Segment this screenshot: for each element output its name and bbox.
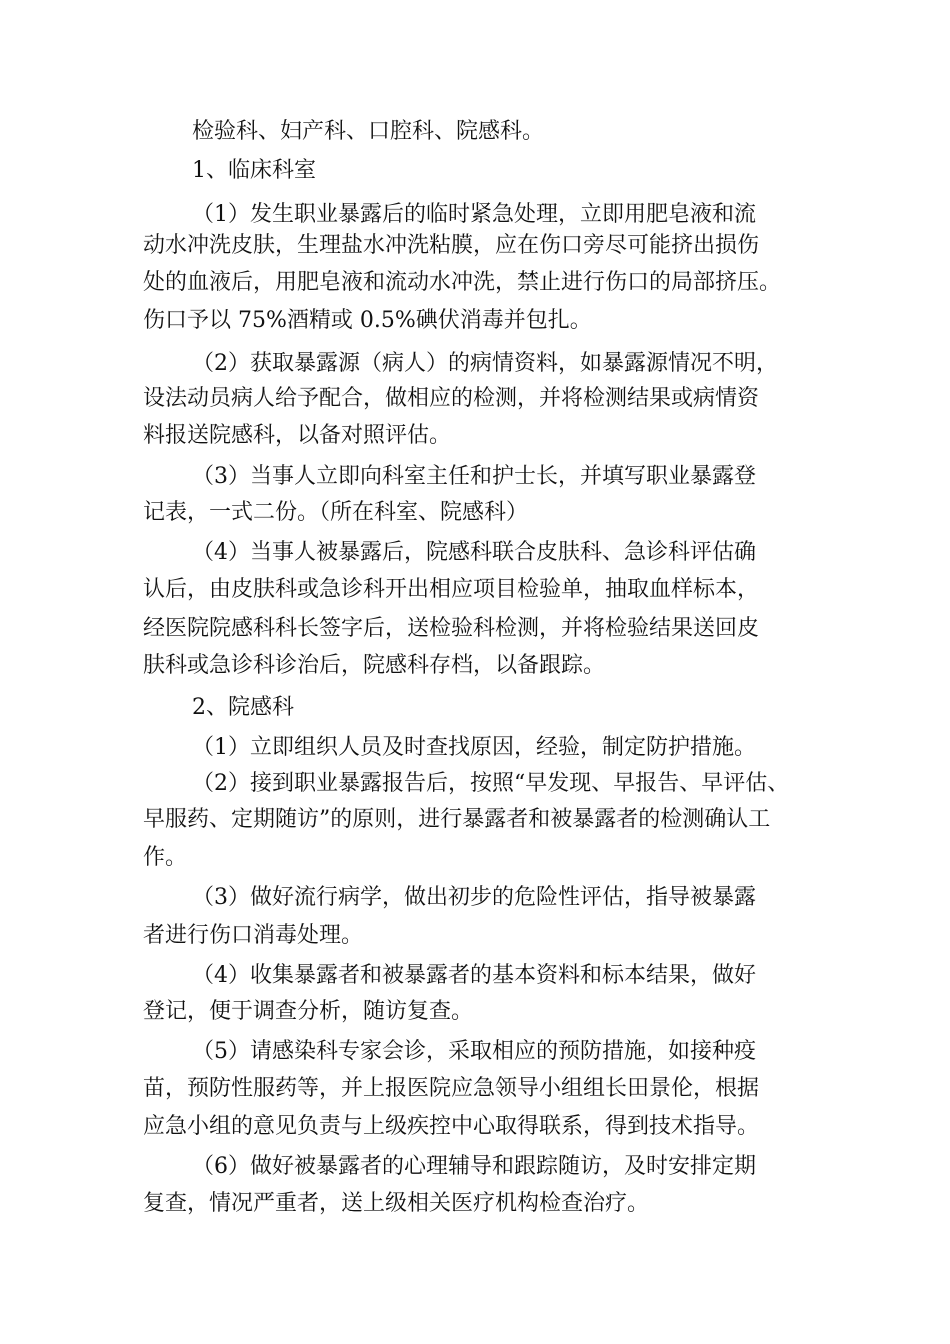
text-line: （1）立即组织人员及时查找原因，经验，制定防护措施。: [192, 735, 756, 760]
text-line: 记表，一式二份。（所在科室、院感科）: [143, 500, 529, 525]
text-line: 苗，预防性服药等，并上报医院应急领导小组组长田景伦，根据: [143, 1076, 760, 1101]
text-line: （4）收集暴露者和被暴露者的基本资料和标本结果，做好: [192, 963, 756, 988]
text-line: 经医院院感科科长签字后，送检验科检测，并将检验结果送回皮: [143, 616, 760, 641]
text-line: 料报送院感科，以备对照评估。: [143, 423, 452, 448]
text-line: 应急小组的意见负责与上级疾控中心取得联系，得到技术指导。: [143, 1114, 760, 1139]
text-line: 检验科、妇产科、口腔科、院感科。: [192, 119, 545, 144]
text-line: 登记，便于调查分析，随访复查。: [143, 999, 474, 1024]
section-heading: 1、临床科室: [192, 158, 316, 183]
text-line: （1）发生职业暴露后的临时紧急处理，立即用肥皂液和流: [192, 202, 756, 227]
text-line: 伤口予以 75%酒精或 0.5%碘伏消毒并包扎。: [143, 308, 592, 333]
text-line: （3）做好流行病学，做出初步的危险性评估，指导被暴露: [192, 885, 756, 910]
text-line: 作。: [143, 845, 188, 870]
text-line: （5）请感染科专家会诊，采取相应的预防措施，如接种疫: [192, 1039, 756, 1064]
text-line: 肤科或急诊科诊治后，院感科存档，以备跟踪。: [143, 653, 606, 678]
text-line: （2）接到职业暴露报告后，按照“早发现、早报告、早评估、: [192, 771, 790, 796]
text-line: （6）做好被暴露者的心理辅导和跟踪随访，及时安排定期: [192, 1154, 756, 1179]
text-line: （3）当事人立即向科室主任和护士长，并填写职业暴露登: [192, 464, 756, 489]
text-line: 认后，由皮肤科或急诊科开出相应项目检验单，抽取血样标本，: [143, 577, 760, 602]
text-line: （4）当事人被暴露后，院感科联合皮肤科、急诊科评估确: [192, 540, 756, 565]
text-line: 动水冲洗皮肤，生理盐水冲洗粘膜，应在伤口旁尽可能挤出损伤: [143, 233, 760, 258]
text-line: 处的血液后，用肥皂液和流动水冲洗，禁止进行伤口的局部挤压。: [143, 270, 782, 295]
text-line: 设法动员病人给予配合，做相应的检测，并将检测结果或病情资: [143, 386, 760, 411]
text-line: 复查，情况严重者，送上级相关医疗机构检查治疗。: [143, 1191, 650, 1216]
text-line: 早服药、定期随访”的原则，进行暴露者和被暴露者的检测确认工: [143, 807, 771, 832]
text-line: 者进行伤口消毒处理。: [143, 923, 364, 948]
section-heading: 2、院感科: [192, 695, 294, 720]
text-line: （2）获取暴露源（病人）的病情资料，如暴露源情况不明，: [192, 351, 778, 376]
